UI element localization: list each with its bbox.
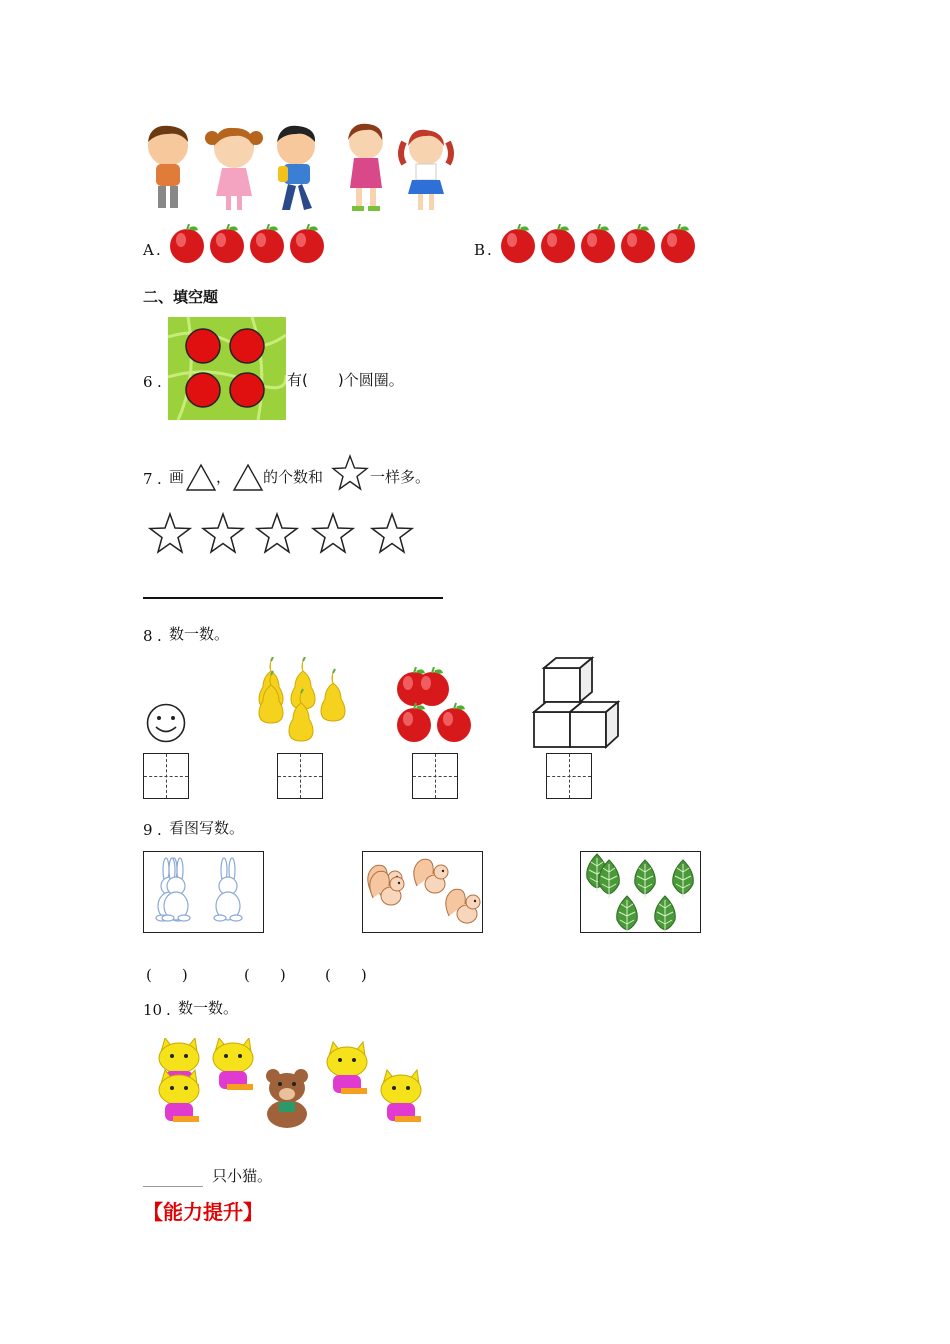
answer-paren: ( ) — [325, 966, 367, 984]
answer-box[interactable] — [412, 753, 458, 799]
q9-text: 看图写数。 — [169, 819, 245, 837]
q7-text-draw: 画 — [169, 468, 185, 486]
option-a-dot: . — [156, 241, 161, 259]
answer-box[interactable] — [277, 753, 323, 799]
stars-row — [148, 512, 418, 556]
squirrels-image — [363, 852, 482, 932]
answer-box[interactable] — [546, 753, 592, 799]
ability-section-title: 【能力提升】 — [143, 1200, 263, 1224]
apple-group-a — [168, 224, 330, 266]
rabbits-image — [144, 852, 263, 932]
question-dot: . — [157, 627, 162, 645]
answer-line — [143, 597, 443, 599]
pears-image — [255, 657, 351, 743]
star-icon — [331, 454, 369, 492]
question-dot: . — [157, 373, 162, 391]
option-b-dot: . — [487, 241, 492, 259]
triangle-icon — [185, 462, 217, 492]
q7-text-same: 一样多。 — [370, 468, 431, 486]
cubes-image — [532, 656, 628, 749]
answer-paren: ( ) — [146, 966, 188, 984]
triangle-icon — [232, 462, 264, 492]
children-illustration — [140, 118, 460, 216]
question-number: 6 — [143, 373, 153, 391]
answer-blank[interactable]: ________ — [143, 1169, 203, 1187]
q10-text: 数一数。 — [178, 999, 239, 1017]
question-number: 8 — [143, 627, 153, 645]
q6-text: 有( )个圆圈。 — [287, 371, 404, 389]
answer-paren: ( ) — [244, 966, 286, 984]
question-number: 7 — [143, 470, 153, 488]
q10-answer-text: 只小猫。 — [212, 1167, 273, 1185]
q8-text: 数一数。 — [169, 625, 230, 643]
cats-and-bear-image — [155, 1038, 430, 1130]
option-a-label: A — [143, 241, 154, 259]
four-circles-image — [168, 317, 286, 420]
q7-text-count: 的个数和 — [263, 468, 324, 486]
question-dot: . — [166, 1001, 171, 1019]
question-dot: . — [157, 821, 162, 839]
squirrels-picture-box — [362, 851, 483, 933]
question-number: 9 — [143, 821, 153, 839]
question-number: 10 — [143, 1001, 163, 1019]
rabbits-picture-box — [143, 851, 264, 933]
question-dot: . — [157, 470, 162, 488]
leaves-image — [581, 852, 700, 932]
smiley-icon — [145, 702, 187, 744]
leaves-picture-box — [580, 851, 701, 933]
apples-image — [395, 667, 475, 745]
answer-box[interactable] — [143, 753, 189, 799]
apple-group-b — [499, 224, 701, 266]
section-title: 二、填空题 — [143, 288, 219, 306]
q7-comma: ， — [216, 468, 232, 486]
option-b-label: B — [474, 241, 486, 259]
